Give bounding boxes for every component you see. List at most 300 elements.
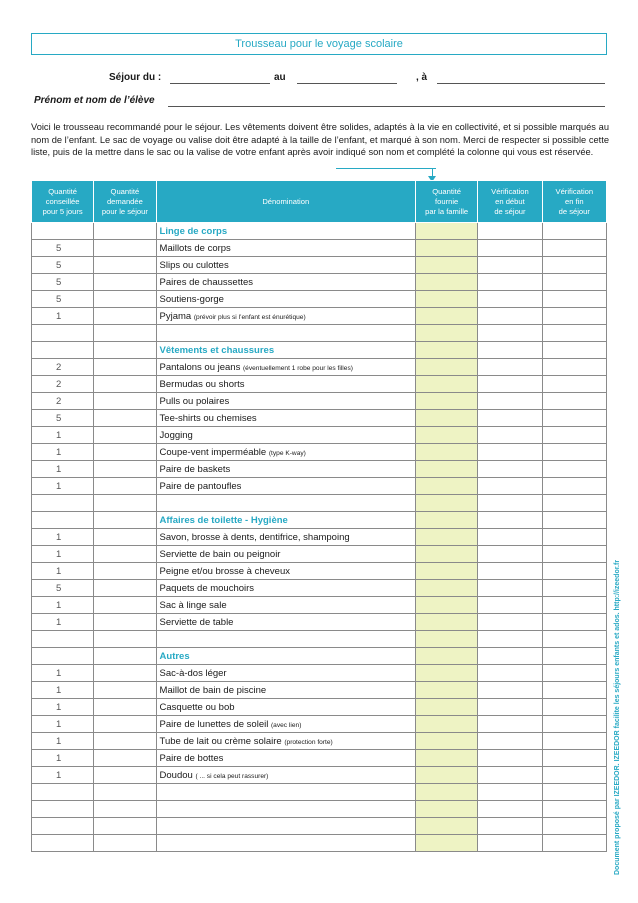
cell-quantite-fournie[interactable] xyxy=(416,308,478,325)
cell-verification-fin[interactable] xyxy=(542,444,606,461)
cell-quantite-conseillee: 2 xyxy=(32,359,94,376)
eleve-label: Prénom et nom de l’élève xyxy=(34,95,155,106)
cell-quantite-conseillee xyxy=(32,495,94,512)
item-name: Paire de pantoufles xyxy=(159,480,242,492)
cell-verification-debut[interactable] xyxy=(478,308,542,325)
table-row xyxy=(32,427,607,444)
item-note: (type K-way) xyxy=(268,449,306,457)
header-denomination: Dénomination xyxy=(156,181,415,223)
item-name: Sac à linge sale xyxy=(159,599,227,611)
eleve-line xyxy=(0,92,638,110)
cell-quantite-conseillee xyxy=(32,342,94,359)
cell-quantite-demandee[interactable] xyxy=(94,801,156,818)
cell-quantite-conseillee: 1 xyxy=(32,461,94,478)
cell-quantite-fournie[interactable] xyxy=(416,699,478,716)
blank-row xyxy=(32,784,607,801)
item-name: Tube de lait ou crème solaire xyxy=(159,735,282,747)
sejour-line xyxy=(0,69,638,87)
table-row xyxy=(32,682,607,699)
cell-verification-fin[interactable] xyxy=(542,512,606,529)
cell-quantite-demandee[interactable] xyxy=(94,291,156,308)
cell-quantite-demandee[interactable] xyxy=(94,461,156,478)
cell-quantite-fournie[interactable] xyxy=(416,597,478,614)
cell-quantite-conseillee: 2 xyxy=(32,393,94,410)
cell-verification-debut[interactable] xyxy=(478,529,542,546)
cell-denomination xyxy=(156,308,415,325)
header-verification-fin: Vérification en fin de séjour xyxy=(542,181,606,223)
cell-verification-debut[interactable] xyxy=(478,274,542,291)
section-title: Vêtements et chaussures xyxy=(156,342,415,359)
cell-verification-fin[interactable] xyxy=(542,801,606,818)
section-row xyxy=(32,223,607,240)
cell-verification-fin[interactable] xyxy=(542,410,606,427)
cell-verification-fin[interactable] xyxy=(542,478,606,495)
cell-quantite-fournie[interactable] xyxy=(416,376,478,393)
cell-quantite-demandee[interactable] xyxy=(94,818,156,835)
blank-row xyxy=(32,801,607,818)
cell-quantite-demandee[interactable] xyxy=(94,257,156,274)
table-row xyxy=(32,699,607,716)
cell-denomination xyxy=(156,665,415,682)
cell-quantite-demandee[interactable] xyxy=(94,750,156,767)
item-name: Peigne et/ou brosse à cheveux xyxy=(159,565,290,577)
cell-quantite-demandee[interactable] xyxy=(94,631,156,648)
item-name: Savon, brosse à dents, dentifrice, shampoing xyxy=(159,531,350,543)
cell-quantite-fournie[interactable] xyxy=(416,478,478,495)
cell-verification-debut[interactable] xyxy=(478,410,542,427)
item-name: Slips ou culottes xyxy=(159,259,229,271)
cell-denomination xyxy=(156,614,415,631)
cell-quantite-demandee[interactable] xyxy=(94,614,156,631)
cell-quantite-demandee[interactable] xyxy=(94,342,156,359)
cell-quantite-demandee[interactable] xyxy=(94,682,156,699)
section-title: Affaires de toilette - Hygiène xyxy=(156,512,415,529)
cell-quantite-fournie[interactable] xyxy=(416,767,478,784)
cell-verification-fin[interactable] xyxy=(542,223,606,240)
cell-quantite-demandee[interactable] xyxy=(94,699,156,716)
cell-verification-debut[interactable] xyxy=(478,682,542,699)
cell-quantite-fournie[interactable] xyxy=(416,444,478,461)
cell-quantite-fournie[interactable] xyxy=(416,818,478,835)
cell-verification-debut[interactable] xyxy=(478,835,542,852)
cell-quantite-demandee[interactable] xyxy=(94,563,156,580)
cell-verification-debut[interactable] xyxy=(478,631,542,648)
table-row xyxy=(32,563,607,580)
cell-verification-debut[interactable] xyxy=(478,512,542,529)
cell-quantite-fournie[interactable] xyxy=(416,257,478,274)
sejour-place-field[interactable] xyxy=(437,83,605,84)
cell-verification-fin[interactable] xyxy=(542,597,606,614)
item-note: (prévoir plus si l’enfant est énurétique) xyxy=(193,313,306,321)
table-row xyxy=(32,665,607,682)
item-name: Paire de lunettes de soleil xyxy=(159,718,269,730)
cell-verification-debut[interactable] xyxy=(478,257,542,274)
cell-verification-fin[interactable] xyxy=(542,750,606,767)
blank-row xyxy=(32,818,607,835)
cell-verification-debut[interactable] xyxy=(478,733,542,750)
cell-verification-fin[interactable] xyxy=(542,461,606,478)
cell-quantite-conseillee xyxy=(32,631,94,648)
cell-quantite-demandee[interactable] xyxy=(94,665,156,682)
cell-verification-fin[interactable] xyxy=(542,716,606,733)
blank-row xyxy=(32,631,607,648)
cell-denomination xyxy=(156,699,415,716)
trousseau-table xyxy=(31,180,607,852)
cell-quantite-conseillee: 5 xyxy=(32,274,94,291)
item-note: (protection forte) xyxy=(284,738,333,746)
header-verification-debut: Vérification en début de séjour xyxy=(478,181,542,223)
cell-denomination xyxy=(156,257,415,274)
cell-quantite-fournie[interactable] xyxy=(416,580,478,597)
cell-verification-fin[interactable] xyxy=(542,699,606,716)
cell-verification-fin[interactable] xyxy=(542,563,606,580)
cell-quantite-conseillee xyxy=(32,648,94,665)
item-note: (avec lien) xyxy=(270,721,302,729)
eleve-name-field[interactable] xyxy=(168,106,605,107)
cell-quantite-demandee[interactable] xyxy=(94,512,156,529)
intro-paragraph: Voici le trousseau recommandé pour le séjour. Les vêtements doivent être solides, adaptés à la vie en collectivité, et si possible marqués au nom de l’enfant. Le sac de voyage ou valise doit être adapté à la taille de l’enfant, et marqué à son nom. Merci de respecter si possible cette liste, puis de la mettre dans le sac ou la valise de votre enfant après avoir indiqué son nom et complété la colonne qui vous est réservée. xyxy=(31,122,609,157)
cell-verification-debut[interactable] xyxy=(478,461,542,478)
cell-denomination xyxy=(156,682,415,699)
cell-quantite-fournie[interactable] xyxy=(416,274,478,291)
sejour-a-label: , à xyxy=(416,72,428,83)
cell-quantite-demandee[interactable] xyxy=(94,393,156,410)
cell-verification-debut[interactable] xyxy=(478,750,542,767)
cell-quantite-demandee[interactable] xyxy=(94,478,156,495)
cell-quantite-conseillee xyxy=(32,818,94,835)
cell-verification-fin[interactable] xyxy=(542,614,606,631)
cell-quantite-fournie[interactable] xyxy=(416,529,478,546)
cell-quantite-fournie[interactable] xyxy=(416,461,478,478)
cell-verification-debut[interactable] xyxy=(478,325,542,342)
cell-quantite-conseillee: 1 xyxy=(32,546,94,563)
cell-quantite-demandee[interactable] xyxy=(94,223,156,240)
table-row xyxy=(32,410,607,427)
table-row xyxy=(32,444,607,461)
cell-verification-fin[interactable] xyxy=(542,529,606,546)
cell-verification-debut[interactable] xyxy=(478,784,542,801)
sejour-start-field[interactable] xyxy=(170,83,270,84)
cell-quantite-fournie[interactable] xyxy=(416,495,478,512)
cell-denomination xyxy=(156,359,415,376)
cell-verification-debut[interactable] xyxy=(478,478,542,495)
cell-verification-debut[interactable] xyxy=(478,597,542,614)
cell-quantite-demandee[interactable] xyxy=(94,240,156,257)
cell-denomination xyxy=(156,495,415,512)
cell-quantite-conseillee xyxy=(32,784,94,801)
cell-quantite-conseillee: 1 xyxy=(32,529,94,546)
cell-quantite-conseillee: 5 xyxy=(32,240,94,257)
table-row xyxy=(32,478,607,495)
cell-verification-fin[interactable] xyxy=(542,631,606,648)
cell-quantite-demandee[interactable] xyxy=(94,597,156,614)
blank-row xyxy=(32,325,607,342)
table-row xyxy=(32,614,607,631)
cell-denomination xyxy=(156,291,415,308)
cell-denomination xyxy=(156,274,415,291)
table-row xyxy=(32,257,607,274)
item-note: (éventuellement 1 robe pour les filles) xyxy=(242,364,353,372)
item-name: Coupe-vent imperméable xyxy=(159,446,267,458)
cell-quantite-conseillee: 1 xyxy=(32,716,94,733)
cell-quantite-demandee[interactable] xyxy=(94,495,156,512)
cell-verification-debut[interactable] xyxy=(478,359,542,376)
cell-quantite-fournie[interactable] xyxy=(416,682,478,699)
item-name: Casquette ou bob xyxy=(159,701,235,713)
cell-quantite-conseillee: 1 xyxy=(32,427,94,444)
cell-verification-debut[interactable] xyxy=(478,699,542,716)
cell-denomination xyxy=(156,784,415,801)
cell-quantite-fournie[interactable] xyxy=(416,784,478,801)
table-row xyxy=(32,291,607,308)
cell-denomination xyxy=(156,818,415,835)
cell-verification-debut[interactable] xyxy=(478,240,542,257)
item-name: Doudou xyxy=(159,769,193,781)
cell-denomination xyxy=(156,835,415,852)
cell-quantite-demandee[interactable] xyxy=(94,325,156,342)
cell-verification-fin[interactable] xyxy=(542,342,606,359)
section-row xyxy=(32,648,607,665)
cell-quantite-demandee[interactable] xyxy=(94,784,156,801)
cell-denomination xyxy=(156,801,415,818)
cell-verification-fin[interactable] xyxy=(542,835,606,852)
item-name: Jogging xyxy=(159,429,193,441)
cell-verification-fin[interactable] xyxy=(542,818,606,835)
cell-quantite-conseillee xyxy=(32,223,94,240)
cell-quantite-fournie[interactable] xyxy=(416,716,478,733)
sejour-label: Séjour du : xyxy=(109,72,162,83)
cell-quantite-conseillee: 1 xyxy=(32,750,94,767)
cell-verification-debut[interactable] xyxy=(478,716,542,733)
table-row xyxy=(32,240,607,257)
item-name: Paires de chaussettes xyxy=(159,276,254,288)
cell-quantite-fournie[interactable] xyxy=(416,240,478,257)
cell-quantite-fournie[interactable] xyxy=(416,563,478,580)
table-row xyxy=(32,274,607,291)
cell-verification-fin[interactable] xyxy=(542,257,606,274)
cell-quantite-conseillee: 1 xyxy=(32,665,94,682)
cell-quantite-demandee[interactable] xyxy=(94,733,156,750)
table-row xyxy=(32,359,607,376)
cell-verification-fin[interactable] xyxy=(542,733,606,750)
cell-quantite-conseillee: 1 xyxy=(32,597,94,614)
cell-verification-fin[interactable] xyxy=(542,308,606,325)
cell-verification-fin[interactable] xyxy=(542,784,606,801)
cell-quantite-fournie[interactable] xyxy=(416,631,478,648)
cell-denomination xyxy=(156,580,415,597)
cell-quantite-demandee[interactable] xyxy=(94,444,156,461)
cell-quantite-fournie[interactable] xyxy=(416,291,478,308)
sejour-au-label: au xyxy=(274,72,286,83)
cell-verification-fin[interactable] xyxy=(542,376,606,393)
cell-quantite-conseillee: 1 xyxy=(32,444,94,461)
table-row xyxy=(32,546,607,563)
cell-denomination xyxy=(156,461,415,478)
cell-verification-fin[interactable] xyxy=(542,648,606,665)
item-name: Serviette de bain ou peignoir xyxy=(159,548,281,560)
table-row xyxy=(32,750,607,767)
item-name: Paire de baskets xyxy=(159,463,231,475)
cell-quantite-fournie[interactable] xyxy=(416,835,478,852)
cell-denomination xyxy=(156,563,415,580)
cell-verification-debut[interactable] xyxy=(478,580,542,597)
cell-quantite-conseillee xyxy=(32,835,94,852)
item-name: Sac-à-dos léger xyxy=(159,667,227,679)
cell-quantite-fournie[interactable] xyxy=(416,359,478,376)
item-name: Paire de bottes xyxy=(159,752,224,764)
cell-denomination xyxy=(156,325,415,342)
cell-verification-debut[interactable] xyxy=(478,767,542,784)
cell-verification-debut[interactable] xyxy=(478,393,542,410)
header-quantite-fournie: Quantité fournie par la famille xyxy=(416,181,478,223)
cell-denomination xyxy=(156,444,415,461)
table-row xyxy=(32,597,607,614)
table-row xyxy=(32,733,607,750)
cell-denomination xyxy=(156,240,415,257)
cell-quantite-conseillee: 1 xyxy=(32,478,94,495)
cell-denomination xyxy=(156,631,415,648)
cell-quantite-demandee[interactable] xyxy=(94,308,156,325)
cell-verification-debut[interactable] xyxy=(478,495,542,512)
cell-quantite-fournie[interactable] xyxy=(416,223,478,240)
cell-denomination xyxy=(156,546,415,563)
cell-denomination xyxy=(156,597,415,614)
table-row xyxy=(32,461,607,478)
cell-quantite-demandee[interactable] xyxy=(94,529,156,546)
arrow-line xyxy=(336,168,436,169)
section-title: Autres xyxy=(156,648,415,665)
cell-verification-fin[interactable] xyxy=(542,359,606,376)
cell-quantite-demandee[interactable] xyxy=(94,274,156,291)
cell-verification-debut[interactable] xyxy=(478,342,542,359)
cell-quantite-fournie[interactable] xyxy=(416,325,478,342)
cell-quantite-conseillee: 1 xyxy=(32,767,94,784)
item-name: Maillot de bain de piscine xyxy=(159,684,267,696)
header-quantite-demandee: Quantité demandée pour le séjour xyxy=(94,181,156,223)
table-row xyxy=(32,767,607,784)
table-row xyxy=(32,529,607,546)
cell-verification-fin[interactable] xyxy=(542,767,606,784)
side-credit: Document proposé par IZEEDOR. IZEEDOR facilite les séjours enfants et ados. http://izeedor.fr xyxy=(614,559,621,875)
cell-denomination xyxy=(156,529,415,546)
cell-verification-fin[interactable] xyxy=(542,240,606,257)
cell-quantite-fournie[interactable] xyxy=(416,342,478,359)
item-name: Pyjama xyxy=(159,310,192,322)
cell-denomination xyxy=(156,393,415,410)
page-title: Trousseau pour le voyage scolaire xyxy=(31,33,607,55)
cell-verification-debut[interactable] xyxy=(478,665,542,682)
cell-quantite-fournie[interactable] xyxy=(416,512,478,529)
cell-quantite-demandee[interactable] xyxy=(94,835,156,852)
cell-verification-debut[interactable] xyxy=(478,291,542,308)
cell-denomination xyxy=(156,733,415,750)
cell-quantite-conseillee: 5 xyxy=(32,580,94,597)
cell-quantite-conseillee xyxy=(32,325,94,342)
cell-quantite-fournie[interactable] xyxy=(416,750,478,767)
cell-verification-debut[interactable] xyxy=(478,546,542,563)
cell-denomination xyxy=(156,478,415,495)
cell-quantite-demandee[interactable] xyxy=(94,546,156,563)
cell-quantite-demandee[interactable] xyxy=(94,410,156,427)
cell-verification-fin[interactable] xyxy=(542,427,606,444)
section-title: Linge de corps xyxy=(156,223,415,240)
table-row xyxy=(32,393,607,410)
cell-quantite-demandee[interactable] xyxy=(94,427,156,444)
cell-quantite-fournie[interactable] xyxy=(416,801,478,818)
cell-quantite-conseillee: 1 xyxy=(32,699,94,716)
cell-quantite-conseillee: 1 xyxy=(32,308,94,325)
cell-verification-debut[interactable] xyxy=(478,427,542,444)
table-body xyxy=(32,223,607,852)
item-name: Bermudas ou shorts xyxy=(159,378,245,390)
cell-quantite-demandee[interactable] xyxy=(94,767,156,784)
cell-verification-fin[interactable] xyxy=(542,393,606,410)
item-name: Maillots de corps xyxy=(159,242,231,254)
cell-verification-fin[interactable] xyxy=(542,665,606,682)
cell-quantite-conseillee xyxy=(32,512,94,529)
cell-denomination xyxy=(156,750,415,767)
item-name: Soutiens-gorge xyxy=(159,293,224,305)
item-note: ( ... si cela peut rassurer) xyxy=(195,772,269,780)
cell-quantite-fournie[interactable] xyxy=(416,733,478,750)
cell-quantite-conseillee: 1 xyxy=(32,614,94,631)
table-row xyxy=(32,308,607,325)
cell-verification-debut[interactable] xyxy=(478,563,542,580)
header-quantite-conseillee: Quantité conseillée pour 5 jours xyxy=(32,181,94,223)
sejour-end-field[interactable] xyxy=(297,83,397,84)
cell-quantite-fournie[interactable] xyxy=(416,665,478,682)
table-row xyxy=(32,716,607,733)
table-row xyxy=(32,376,607,393)
cell-verification-fin[interactable] xyxy=(542,580,606,597)
cell-denomination xyxy=(156,376,415,393)
cell-verification-debut[interactable] xyxy=(478,648,542,665)
cell-quantite-conseillee: 1 xyxy=(32,563,94,580)
cell-verification-fin[interactable] xyxy=(542,546,606,563)
cell-verification-debut[interactable] xyxy=(478,376,542,393)
item-name: Pulls ou polaires xyxy=(159,395,230,407)
blank-row xyxy=(32,495,607,512)
cell-quantite-fournie[interactable] xyxy=(416,546,478,563)
cell-quantite-conseillee: 5 xyxy=(32,257,94,274)
cell-verification-debut[interactable] xyxy=(478,801,542,818)
cell-quantite-demandee[interactable] xyxy=(94,376,156,393)
cell-quantite-fournie[interactable] xyxy=(416,393,478,410)
cell-verification-debut[interactable] xyxy=(478,444,542,461)
cell-quantite-fournie[interactable] xyxy=(416,614,478,631)
cell-quantite-fournie[interactable] xyxy=(416,648,478,665)
cell-quantite-conseillee: 1 xyxy=(32,682,94,699)
item-name: Serviette de table xyxy=(159,616,234,628)
cell-quantite-demandee[interactable] xyxy=(94,359,156,376)
cell-verification-fin[interactable] xyxy=(542,495,606,512)
cell-verification-fin[interactable] xyxy=(542,325,606,342)
cell-verification-fin[interactable] xyxy=(542,274,606,291)
cell-verification-debut[interactable] xyxy=(478,818,542,835)
cell-quantite-fournie[interactable] xyxy=(416,427,478,444)
cell-quantite-demandee[interactable] xyxy=(94,716,156,733)
cell-verification-fin[interactable] xyxy=(542,291,606,308)
cell-verification-fin[interactable] xyxy=(542,682,606,699)
cell-quantite-demandee[interactable] xyxy=(94,648,156,665)
cell-verification-debut[interactable] xyxy=(478,223,542,240)
cell-quantite-demandee[interactable] xyxy=(94,580,156,597)
blank-row xyxy=(32,835,607,852)
cell-verification-debut[interactable] xyxy=(478,614,542,631)
section-row xyxy=(32,342,607,359)
cell-quantite-fournie[interactable] xyxy=(416,410,478,427)
item-name: Pantalons ou jeans xyxy=(159,361,241,373)
